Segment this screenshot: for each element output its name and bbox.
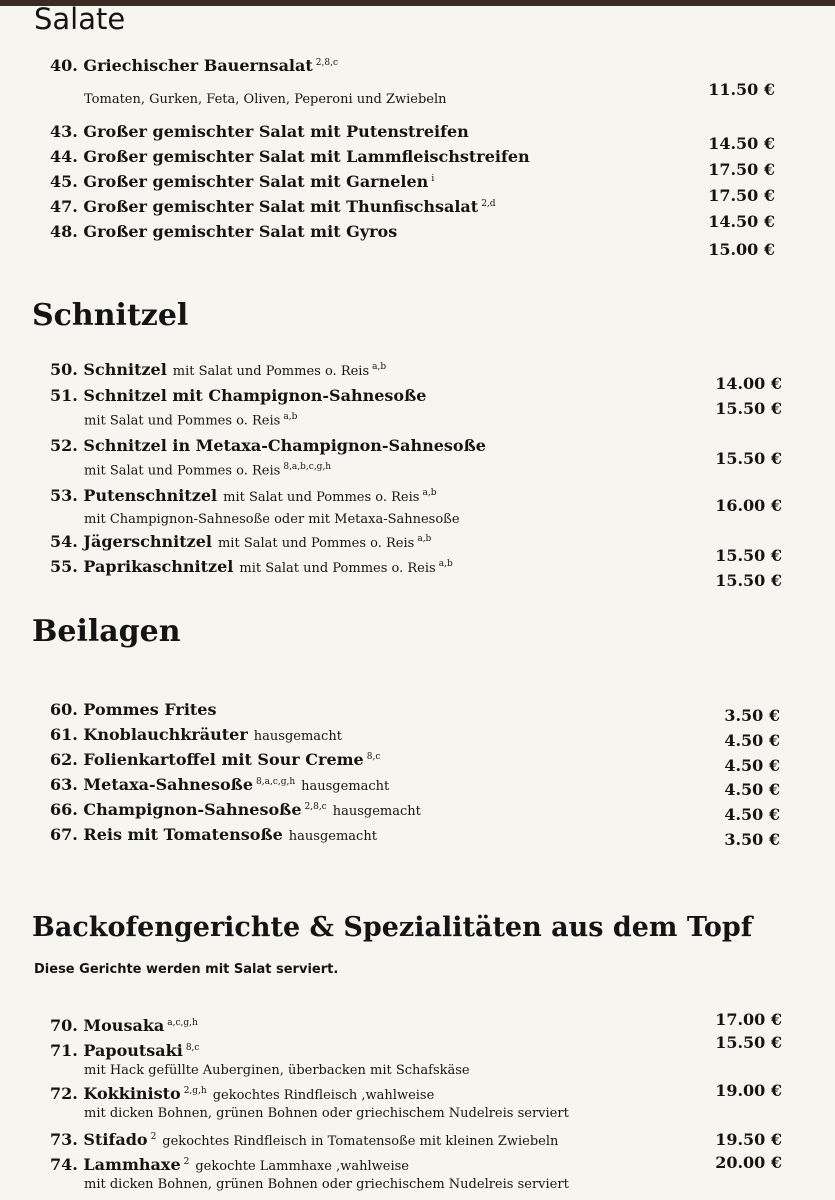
allergen-codes: 2,8,c [304, 801, 327, 812]
item-description: mit dicken Bohnen, grünen Bohnen oder griechischem Nudelreis serviert [84, 1177, 569, 1192]
price: 11.50 € [708, 80, 775, 99]
price: 15.50 € [715, 1033, 782, 1052]
item-note: hausgemacht [332, 804, 421, 819]
price: 3.50 € [724, 706, 780, 725]
item-description: mit Champignon-Sahnesoße oder mit Metaxa-Sahnesoße [84, 512, 460, 527]
allergen-codes: a,c,g,h [167, 1017, 198, 1028]
price: 16.00 € [715, 496, 782, 515]
item-number: 51. [50, 386, 78, 405]
section-title-backofen: Backofengerichte & Spezialitäten aus dem Topf [32, 912, 753, 943]
item-description [84, 462, 331, 478]
item-name: Schnitzel mit Champignon-Sahnesoße [83, 386, 427, 405]
price: 3.50 € [724, 830, 780, 849]
item-number: 71. [50, 1041, 78, 1060]
allergen-codes: a,b [372, 361, 387, 372]
item-number: 48. [50, 222, 78, 241]
price: 15.00 € [708, 240, 775, 259]
menu-item-54 [50, 532, 431, 551]
allergen-codes: a,b [438, 558, 453, 569]
item-name: Mousaka [83, 1016, 165, 1035]
item-number: 50. [50, 360, 78, 379]
allergen-codes: 2 [183, 1156, 190, 1167]
price: 4.50 € [724, 731, 780, 750]
item-number: 53. [50, 486, 78, 505]
item-name: Großer gemischter Salat mit Putenstreifen [83, 122, 469, 141]
allergen-codes: 8,c [366, 751, 381, 762]
item-description: Tomaten, Gurken, Feta, Oliven, Peperoni und Zwiebeln [84, 92, 447, 107]
item-number: 40. [50, 56, 78, 75]
item-number: 43. [50, 122, 78, 141]
menu-item-53 [50, 486, 436, 505]
section-intro: Diese Gerichte werden mit Salat serviert. [34, 962, 339, 977]
item-name: Pommes Frites [83, 700, 217, 719]
price: 14.50 € [708, 212, 775, 231]
item-name: Lammhaxe [83, 1155, 181, 1174]
allergen-codes: 8,a,b,c,g,h [283, 462, 332, 472]
item-number: 67. [50, 825, 78, 844]
menu-item-61 [50, 725, 342, 744]
menu-item-73 [50, 1130, 558, 1149]
price: 19.00 € [715, 1081, 782, 1100]
price: 15.50 € [715, 399, 782, 418]
allergen-codes: 2 [150, 1131, 157, 1142]
menu-item-62 [50, 750, 380, 769]
price: 15.50 € [715, 546, 782, 565]
menu-item-48 [50, 222, 397, 241]
price: 14.00 € [715, 374, 782, 393]
menu-item-66 [50, 800, 421, 819]
section-title-schnitzel: Schnitzel [32, 298, 189, 333]
item-number: 66. [50, 800, 78, 819]
item-description-text: mit Salat und Pommes o. Reis [84, 463, 281, 479]
price: 4.50 € [724, 756, 780, 775]
menu-item-40 [50, 56, 338, 75]
menu-item-71 [50, 1041, 199, 1060]
allergen-codes: 2,8,c [315, 57, 338, 68]
item-name: Schnitzel in Metaxa-Champignon-Sahnesoße [83, 436, 486, 455]
price: 4.50 € [724, 780, 780, 799]
item-number: 47. [50, 197, 78, 216]
menu-item-70 [50, 1016, 198, 1035]
allergen-codes: 8,c [185, 1042, 200, 1053]
item-number: 63. [50, 775, 78, 794]
item-name: Stifado [83, 1130, 148, 1149]
item-name: Papoutsaki [83, 1041, 183, 1060]
menu-item-55 [50, 557, 453, 576]
price: 17.00 € [715, 1010, 782, 1029]
price: 17.50 € [708, 160, 775, 179]
allergen-codes: i [431, 173, 435, 184]
item-number: 44. [50, 147, 78, 166]
item-number: 73. [50, 1130, 78, 1149]
menu-item-51 [50, 386, 426, 405]
item-name: Metaxa-Sahnesoße [83, 775, 253, 794]
item-name: Reis mit Tomatensoße [83, 825, 283, 844]
price: 14.50 € [708, 134, 775, 153]
allergen-codes: 8,a,c,g,h [256, 776, 296, 787]
allergen-codes: a,b [422, 487, 437, 498]
price: 4.50 € [724, 805, 780, 824]
item-name: Knoblauchkräuter [83, 725, 248, 744]
menu-item-67 [50, 825, 377, 844]
allergen-codes: a,b [283, 412, 298, 422]
item-name: Paprikaschnitzel [83, 557, 234, 576]
menu-item-45 [50, 172, 434, 191]
section-title-beilagen: Beilagen [32, 614, 181, 649]
item-number: 45. [50, 172, 78, 191]
menu-item-60 [50, 700, 216, 719]
menu-item-63 [50, 775, 389, 794]
item-number: 60. [50, 700, 78, 719]
item-number: 72. [50, 1084, 78, 1103]
item-number: 54. [50, 532, 78, 551]
item-note: hausgemacht [253, 729, 342, 744]
price: 20.00 € [715, 1153, 782, 1172]
item-name: Griechischer Bauernsalat [83, 56, 313, 75]
menu-item-47 [50, 197, 496, 216]
item-description: mit Hack gefüllte Auberginen, überbacken mit Schafskäse [84, 1063, 470, 1078]
item-name: Kokkinisto [83, 1084, 181, 1103]
section-title-salate: Salate [34, 2, 126, 36]
allergen-codes: 2,d [481, 198, 496, 209]
item-number: 62. [50, 750, 78, 769]
item-note: hausgemacht [288, 829, 377, 844]
allergen-codes: 2,g,h [183, 1085, 207, 1096]
item-number: 61. [50, 725, 78, 744]
item-name: Großer gemischter Salat mit Garnelen [83, 172, 429, 191]
price: 15.50 € [715, 571, 782, 590]
item-name: Großer gemischter Salat mit Thunfischsalat [83, 197, 479, 216]
allergen-codes: a,b [417, 533, 432, 544]
item-note: gekochtes Rindfleisch ,wahlweise [212, 1088, 435, 1103]
price: 15.50 € [715, 449, 782, 468]
menu-item-44 [50, 147, 530, 166]
item-number: 55. [50, 557, 78, 576]
item-name: Schnitzel [83, 360, 167, 379]
item-note: gekochtes Rindfleisch in Tomatensoße mit kleinen Zwiebeln [162, 1134, 559, 1149]
menu-item-52 [50, 436, 486, 455]
menu-item-74 [50, 1155, 409, 1174]
item-name: Großer gemischter Salat mit Lammfleischstreifen [83, 147, 530, 166]
menu-item-43 [50, 122, 469, 141]
item-name: Folienkartoffel mit Sour Creme [83, 750, 364, 769]
item-name: Champignon-Sahnesoße [83, 800, 302, 819]
item-description [84, 412, 297, 428]
menu-item-72 [50, 1084, 434, 1103]
item-description-text: mit Salat und Pommes o. Reis [84, 413, 281, 429]
price: 19.50 € [715, 1130, 782, 1149]
item-name: Großer gemischter Salat mit Gyros [83, 222, 398, 241]
item-name: Putenschnitzel [83, 486, 218, 505]
item-note: gekochte Lammhaxe ,wahlweise [195, 1159, 409, 1174]
item-name: Jägerschnitzel [83, 532, 212, 551]
item-note: mit Salat und Pommes o. Reis [172, 364, 370, 379]
item-number: 70. [50, 1016, 78, 1035]
item-number: 74. [50, 1155, 78, 1174]
item-note: hausgemacht [301, 779, 390, 794]
item-number: 52. [50, 436, 78, 455]
menu-item-50 [50, 360, 386, 379]
item-note: mit Salat und Pommes o. Reis [217, 536, 415, 551]
item-note: mit Salat und Pommes o. Reis [223, 490, 420, 505]
item-description: mit dicken Bohnen, grünen Bohnen oder griechischem Nudelreis serviert [84, 1106, 569, 1121]
price: 17.50 € [708, 186, 775, 205]
top-edge [0, 0, 835, 6]
item-note: mit Salat und Pommes o. Reis [239, 561, 436, 576]
